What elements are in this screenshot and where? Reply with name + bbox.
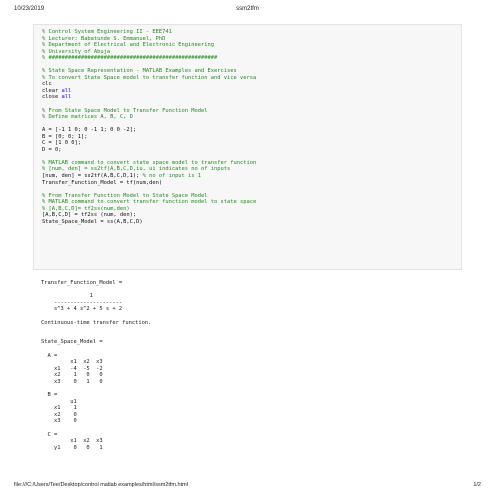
- code-comment: % no of input is 1: [142, 173, 202, 180]
- code-text: % Department of Electrical and Electronic Engineering: [42, 42, 215, 49]
- output-line: x3 0: [41, 418, 77, 425]
- output-line: x1 x2 x3: [41, 438, 103, 445]
- code-text: Transfer_Function_Model = tf(num,den): [42, 179, 163, 186]
- code-line: [42, 219, 256, 226]
- code-text: % State Space Representation - MATLAB Examples and Exercises: [42, 68, 237, 75]
- code-text: % To convert State Space model to transfer function and vice versa: [42, 74, 257, 81]
- output-line: C =: [41, 431, 58, 438]
- output-line: x1 1: [41, 405, 77, 412]
- code-text: clear: [42, 87, 62, 94]
- code-text: D = 0;: [42, 146, 62, 153]
- output-line: 1: [41, 293, 93, 300]
- page-number: 1/2: [473, 482, 481, 488]
- code-text: [num, den] = ss2tf(A,B,C,D,1);: [42, 173, 143, 180]
- code-text: State_Space_Model = ss(A,B,C,D): [42, 218, 143, 225]
- output-line: x1 -4 -5 -2: [41, 365, 103, 372]
- output-line: [41, 326, 151, 333]
- code-text: % ####################################################: [42, 55, 218, 62]
- output-line: ---------------------: [41, 299, 123, 306]
- output-line: [41, 386, 151, 393]
- output-line: [41, 287, 151, 294]
- code-text: % MATLAB command to convert state space model to transfer function: [42, 159, 257, 166]
- output-line: [41, 425, 151, 432]
- code-text: C = [1 0 0];: [42, 140, 81, 147]
- code-keyword: all: [61, 94, 72, 101]
- print-footer: [0, 482, 495, 492]
- code-text: % MATLAB command to convert transfer function model to state space: [42, 199, 257, 206]
- code-text: [42, 186, 45, 192]
- output-line: State_Space_Model =: [41, 339, 103, 346]
- print-date: 10/23/2019: [14, 6, 45, 12]
- code-text: [42, 101, 45, 107]
- code-keyword: all: [61, 87, 72, 94]
- output-line: x3 0 1 0: [41, 378, 103, 385]
- output-line: y1 0 0 1: [41, 444, 103, 451]
- output-line: Continuous-time transfer function.: [41, 319, 152, 326]
- code-text: A = [-1 1 0; 0 -1 1; 0 0 -2];: [42, 127, 137, 134]
- code-text: [42, 121, 45, 127]
- matlab-code: [42, 29, 256, 225]
- file-path: file:///C:/Users/Tee/Desktop/control matlab examples/html/ssm2tfm.html: [14, 482, 188, 488]
- code-text: [42, 62, 45, 68]
- output-line: B =: [41, 392, 58, 399]
- output-line: A =: [41, 352, 58, 359]
- command-output: [41, 280, 151, 451]
- code-text: close: [42, 94, 62, 101]
- page-title: ssm2tfm: [236, 6, 259, 12]
- code-text: % Define matrices A, B, C, D: [42, 114, 133, 121]
- output-line: u1: [41, 398, 77, 405]
- output-line: x2 1 0 0: [41, 372, 103, 379]
- output-line: Transfer_Function_Model =: [41, 280, 123, 286]
- code-text: % [A,B,C,D]= tf2ss(num,den): [42, 205, 130, 212]
- code-block: [33, 24, 462, 270]
- code-text: clc: [42, 81, 52, 88]
- code-text: [A,B,C,D] = tf2ss (num, den);: [42, 212, 137, 219]
- code-text: % University of Abuja: [42, 48, 111, 55]
- output-line: x1 x2 x3: [41, 359, 103, 366]
- print-header: [0, 6, 495, 16]
- output-line: x2 0: [41, 411, 77, 418]
- code-text: % From State Space Model to Transfer Function Model: [42, 107, 208, 114]
- code-text: [42, 153, 45, 159]
- output-line: [41, 346, 151, 353]
- output-line: [41, 333, 151, 340]
- code-text: % From Transfer Function Model to State Space Model: [42, 192, 208, 199]
- code-text: % Control System Engineering II - EEE741: [42, 29, 172, 35]
- output-line: s^3 + 4 s^2 + 5 s + 2: [41, 306, 123, 313]
- output-line: [41, 313, 151, 320]
- code-line: [42, 75, 256, 82]
- code-text: B = [0; 0; 1];: [42, 133, 88, 140]
- code-text: % [num, den] = ss2tf(A,B,C,D,iu, ui indicates no of inputs: [42, 166, 231, 173]
- code-text: % Lecturer: Babatunde S. Emmanuel, PhD: [42, 35, 166, 42]
